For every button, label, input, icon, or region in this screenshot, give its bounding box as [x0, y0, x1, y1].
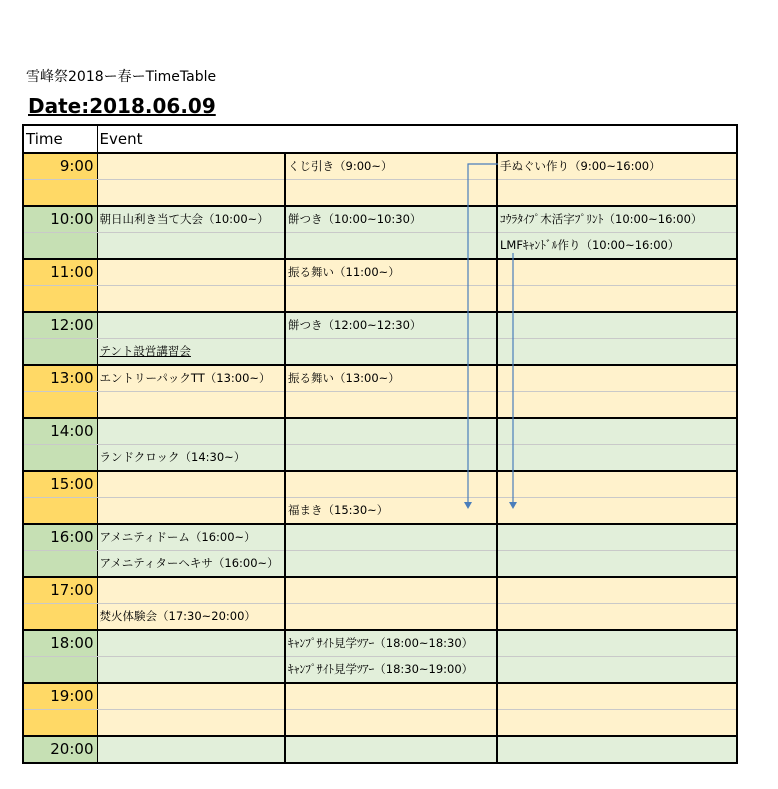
event-cell — [97, 710, 285, 737]
event-cell — [497, 418, 737, 445]
event-cell — [285, 604, 497, 631]
event-cell: 振る舞い（13:00~） — [285, 365, 497, 392]
event-cell — [497, 312, 737, 339]
table-row — [23, 657, 737, 684]
event-cell — [97, 259, 285, 286]
table-row — [23, 445, 737, 472]
event-cell — [97, 498, 285, 525]
table-row — [23, 365, 737, 392]
event-cell — [285, 418, 497, 445]
event-cell: 朝日山利き当て大会（10:00~） — [97, 206, 285, 233]
time-cell: 13:00 — [23, 365, 97, 392]
event-cell — [97, 630, 285, 657]
table-row — [23, 233, 737, 260]
table-row — [23, 153, 737, 180]
event-cell: ｷｬﾝﾌﾟｻｲﾄ見学ﾂｱｰ（18:30~19:00） — [285, 657, 497, 684]
time-cell — [23, 604, 97, 631]
table-row — [23, 683, 737, 710]
event-cell — [97, 577, 285, 604]
time-cell — [23, 233, 97, 260]
event-cell — [497, 259, 737, 286]
event-cell — [97, 657, 285, 684]
event-cell — [285, 392, 497, 419]
event-cell — [497, 657, 737, 684]
header-time: Time — [23, 125, 97, 153]
event-cell: テント設営講習会 — [97, 339, 285, 366]
time-cell: 10:00 — [23, 206, 97, 233]
event-cell: アメニティターヘキサ（16:00~） — [97, 551, 285, 578]
event-cell — [97, 286, 285, 313]
event-cell — [97, 153, 285, 180]
time-cell — [23, 392, 97, 419]
table-row — [23, 259, 737, 286]
event-cell — [497, 445, 737, 472]
event-cell: アメニティドーム（16:00~） — [97, 524, 285, 551]
event-cell: ｷｬﾝﾌﾟｻｲﾄ見学ﾂｱｰ（18:00~18:30） — [285, 630, 497, 657]
event-cell — [497, 392, 737, 419]
table-row — [23, 392, 737, 419]
event-cell — [285, 736, 497, 763]
table-row — [23, 604, 737, 631]
event-cell — [497, 286, 737, 313]
event-cell — [497, 551, 737, 578]
event-cell — [285, 180, 497, 207]
time-cell: 11:00 — [23, 259, 97, 286]
header-event: Event — [97, 125, 737, 153]
time-cell — [23, 339, 97, 366]
time-cell: 17:00 — [23, 577, 97, 604]
timetable — [22, 124, 738, 764]
time-cell — [23, 710, 97, 737]
table-row — [23, 524, 737, 551]
event-cell — [285, 471, 497, 498]
time-cell — [23, 286, 97, 313]
event-cell — [97, 312, 285, 339]
event-cell: 餅つき（10:00~10:30） — [285, 206, 497, 233]
event-cell — [97, 736, 285, 763]
date-heading: Date:2018.06.09 — [28, 94, 216, 118]
time-cell — [23, 180, 97, 207]
table-row — [23, 206, 737, 233]
event-cell — [285, 710, 497, 737]
table-row — [23, 710, 737, 737]
event-cell: 福まき（15:30~） — [285, 498, 497, 525]
event-cell — [97, 233, 285, 260]
event-cell — [497, 498, 737, 525]
event-cell — [285, 233, 497, 260]
event-cell — [497, 710, 737, 737]
event-cell — [497, 683, 737, 710]
event-cell — [97, 471, 285, 498]
event-cell — [285, 445, 497, 472]
time-cell: 19:00 — [23, 683, 97, 710]
table-row — [23, 498, 737, 525]
time-cell: 9:00 — [23, 153, 97, 180]
table-row — [23, 471, 737, 498]
table-row — [23, 339, 737, 366]
table-row — [23, 736, 737, 763]
event-cell — [97, 418, 285, 445]
event-cell: 振る舞い（11:00~） — [285, 259, 497, 286]
event-cell — [497, 365, 737, 392]
event-cell — [97, 683, 285, 710]
time-cell — [23, 445, 97, 472]
table-row — [23, 418, 737, 445]
event-cell: 手ぬぐい作り（9:00~16:00） — [497, 153, 737, 180]
event-cell: 餅つき（12:00~12:30） — [285, 312, 497, 339]
event-cell — [97, 180, 285, 207]
event-cell: ｺｳﾗﾀｲﾌﾟ木活字ﾌﾟﾘﾝﾄ（10:00~16:00） — [497, 206, 737, 233]
event-cell — [97, 392, 285, 419]
event-cell — [497, 630, 737, 657]
page-title: 雪峰祭2018ー春ーTimeTable — [26, 69, 217, 85]
time-cell — [23, 498, 97, 525]
event-cell — [497, 736, 737, 763]
time-cell — [23, 657, 97, 684]
event-cell — [285, 286, 497, 313]
table-row — [23, 180, 737, 207]
event-cell: LMFｷｬﾝﾄﾞﾙ作り（10:00~16:00） — [497, 233, 737, 260]
event-cell — [285, 524, 497, 551]
event-cell — [497, 180, 737, 207]
table-row — [23, 551, 737, 578]
event-cell — [497, 339, 737, 366]
time-cell: 20:00 — [23, 736, 97, 763]
table-row — [23, 630, 737, 657]
time-cell: 12:00 — [23, 312, 97, 339]
event-cell — [497, 471, 737, 498]
event-cell: エントリーパックTT（13:00~） — [97, 365, 285, 392]
event-cell — [497, 604, 737, 631]
event-cell — [285, 339, 497, 366]
event-cell — [285, 551, 497, 578]
event-cell: ランドクロック（14:30~） — [97, 445, 285, 472]
time-cell — [23, 551, 97, 578]
event-cell — [497, 577, 737, 604]
header-row — [23, 125, 737, 153]
event-cell: くじ引き（9:00~） — [285, 153, 497, 180]
time-cell: 14:00 — [23, 418, 97, 445]
table-row — [23, 286, 737, 313]
event-cell — [285, 683, 497, 710]
time-cell: 16:00 — [23, 524, 97, 551]
time-cell: 15:00 — [23, 471, 97, 498]
event-cell — [497, 524, 737, 551]
event-cell — [285, 577, 497, 604]
time-cell: 18:00 — [23, 630, 97, 657]
table-row — [23, 577, 737, 604]
event-cell: 焚火体験会（17:30~20:00） — [97, 604, 285, 631]
table-row — [23, 312, 737, 339]
